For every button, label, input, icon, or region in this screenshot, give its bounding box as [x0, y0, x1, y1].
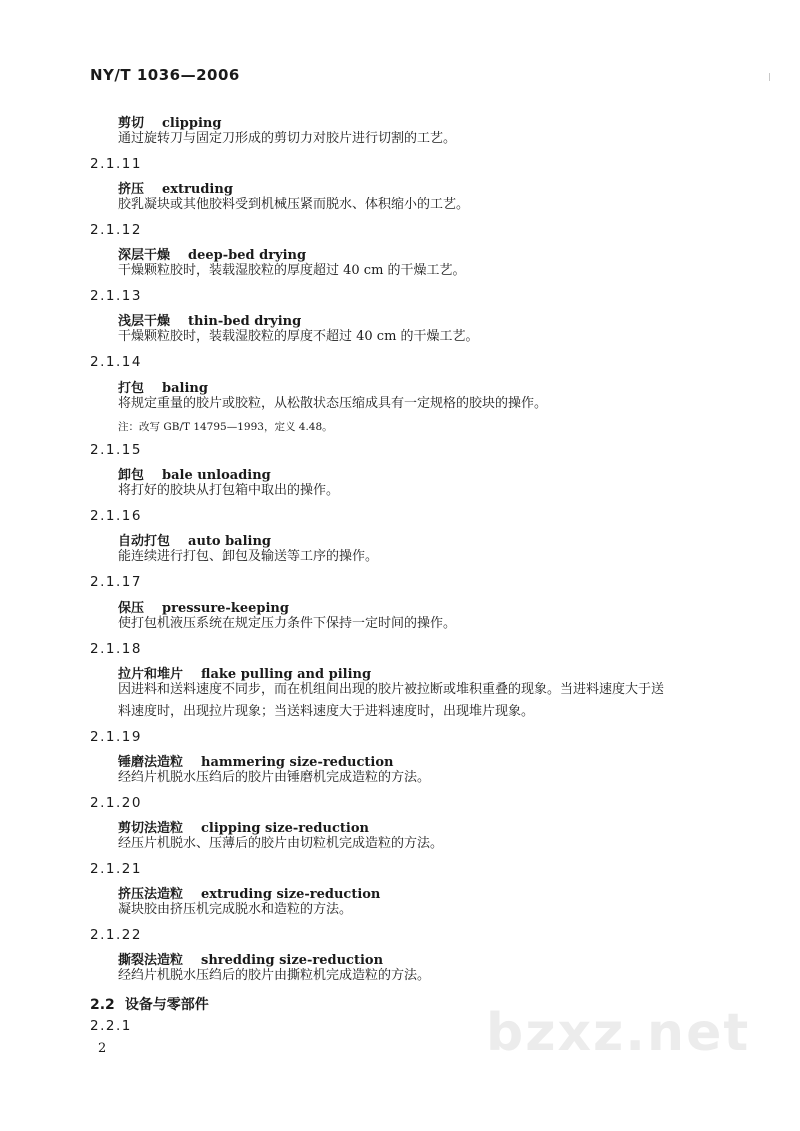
definition: 干燥颗粒胶时，装载湿胶粒的厚度超过 40 cm 的干燥工艺。: [118, 263, 466, 278]
clause-number: 2.1.15: [90, 442, 142, 458]
term-en: baling: [162, 381, 208, 396]
term-zh: 拉片和堆片: [118, 667, 184, 682]
clause-number: 2.1.22: [90, 927, 142, 943]
clause-number: 2.1.14: [90, 354, 142, 370]
term-en: extruding: [162, 182, 233, 197]
term-en: flake pulling and piling: [201, 667, 372, 682]
definition: 干燥颗粒胶时，装载湿胶粒的厚度不超过 40 cm 的干燥工艺。: [118, 329, 479, 344]
document-code-header: NY/T 1036—2006: [90, 66, 240, 84]
term-zh: 挤压法造粒: [118, 887, 184, 902]
definition: 将打好的胶块从打包箱中取出的操作。: [118, 483, 340, 498]
term-en: clipping size-reduction: [201, 821, 369, 836]
definition: 能连续进行打包、卸包及输送等工序的操作。: [118, 549, 379, 564]
term-en: shredding size-reduction: [201, 953, 384, 968]
term-en: hammering size-reduction: [201, 755, 394, 770]
clause-number: 2.1.20: [90, 795, 142, 811]
clause-number: 2.1.12: [90, 222, 142, 238]
definition: 将规定重量的胶片或胶粒，从松散状态压缩成具有一定规格的胶块的操作。: [118, 396, 548, 411]
edge-mark: [769, 73, 770, 81]
term-zh: 自动打包: [118, 534, 171, 549]
term-zh: 打包: [118, 381, 145, 396]
clause-number: 2.1.18: [90, 641, 142, 657]
clause-number: 2.1.11: [90, 156, 142, 172]
term-en: deep-bed drying: [188, 248, 307, 263]
term-zh: 剪切法造粒: [118, 821, 184, 836]
definition: 胶乳凝块或其他胶料受到机械压紧而脱水、体积缩小的工艺。: [118, 197, 470, 212]
page-number: 2: [98, 1041, 107, 1056]
term-zh: 锤磨法造粒: [118, 755, 184, 770]
definition: 因进料和送料速度不同步，而在机组间出现的胶片被拉断或堆积重叠的现象。当进料速度大于送: [118, 682, 665, 697]
definition: 凝块胶由挤压机完成脱水和造粒的方法。: [118, 902, 353, 917]
section-title: 设备与零部件: [124, 997, 209, 1013]
term-zh: 卸包: [118, 468, 145, 483]
definition: 使打包机液压系统在规定压力条件下保持一定时间的操作。: [118, 616, 457, 631]
term-en: bale unloading: [162, 468, 271, 483]
term-en: clipping: [162, 116, 222, 131]
section-heading: [90, 994, 209, 1014]
term-en: extruding size-reduction: [201, 887, 381, 902]
term-zh: 浅层干燥: [118, 314, 171, 329]
definition-continued: 料速度时，出现拉片现象；当送料速度大于进料速度时，出现堆片现象。: [118, 704, 535, 719]
definition: 经压片机脱水、压薄后的胶片由切粒机完成造粒的方法。: [118, 836, 444, 851]
clause-number: 2.1.19: [90, 729, 142, 745]
term-en: pressure-keeping: [162, 601, 289, 616]
section-number: 2.2: [90, 997, 115, 1013]
term-zh: 挤压: [118, 182, 145, 197]
subsection-number: 2.2.1: [90, 1018, 132, 1034]
term-zh: 撕裂法造粒: [118, 953, 184, 968]
definition: 经绉片机脱水压绉后的胶片由锤磨机完成造粒的方法。: [118, 770, 431, 785]
definition: 经绉片机脱水压绉后的胶片由撕粒机完成造粒的方法。: [118, 968, 431, 983]
clause-number: 2.1.21: [90, 861, 142, 877]
clause-number: 2.1.17: [90, 574, 142, 590]
clause-number: 2.1.16: [90, 508, 142, 524]
clause-number: 2.1.13: [90, 288, 142, 304]
term-zh: 深层干燥: [118, 248, 171, 263]
note: 注：改写 GB/T 14795—1993，定义 4.48。: [118, 421, 333, 433]
term-en: thin-bed drying: [188, 314, 302, 329]
definition-clipping: 通过旋转刀与固定刀形成的剪切力对胶片进行切割的工艺。: [118, 131, 457, 146]
term-en: auto baling: [188, 534, 272, 549]
watermark: bzxz.net: [486, 1003, 751, 1063]
term-zh: 剪切: [118, 116, 145, 131]
term-zh: 保压: [118, 601, 145, 616]
